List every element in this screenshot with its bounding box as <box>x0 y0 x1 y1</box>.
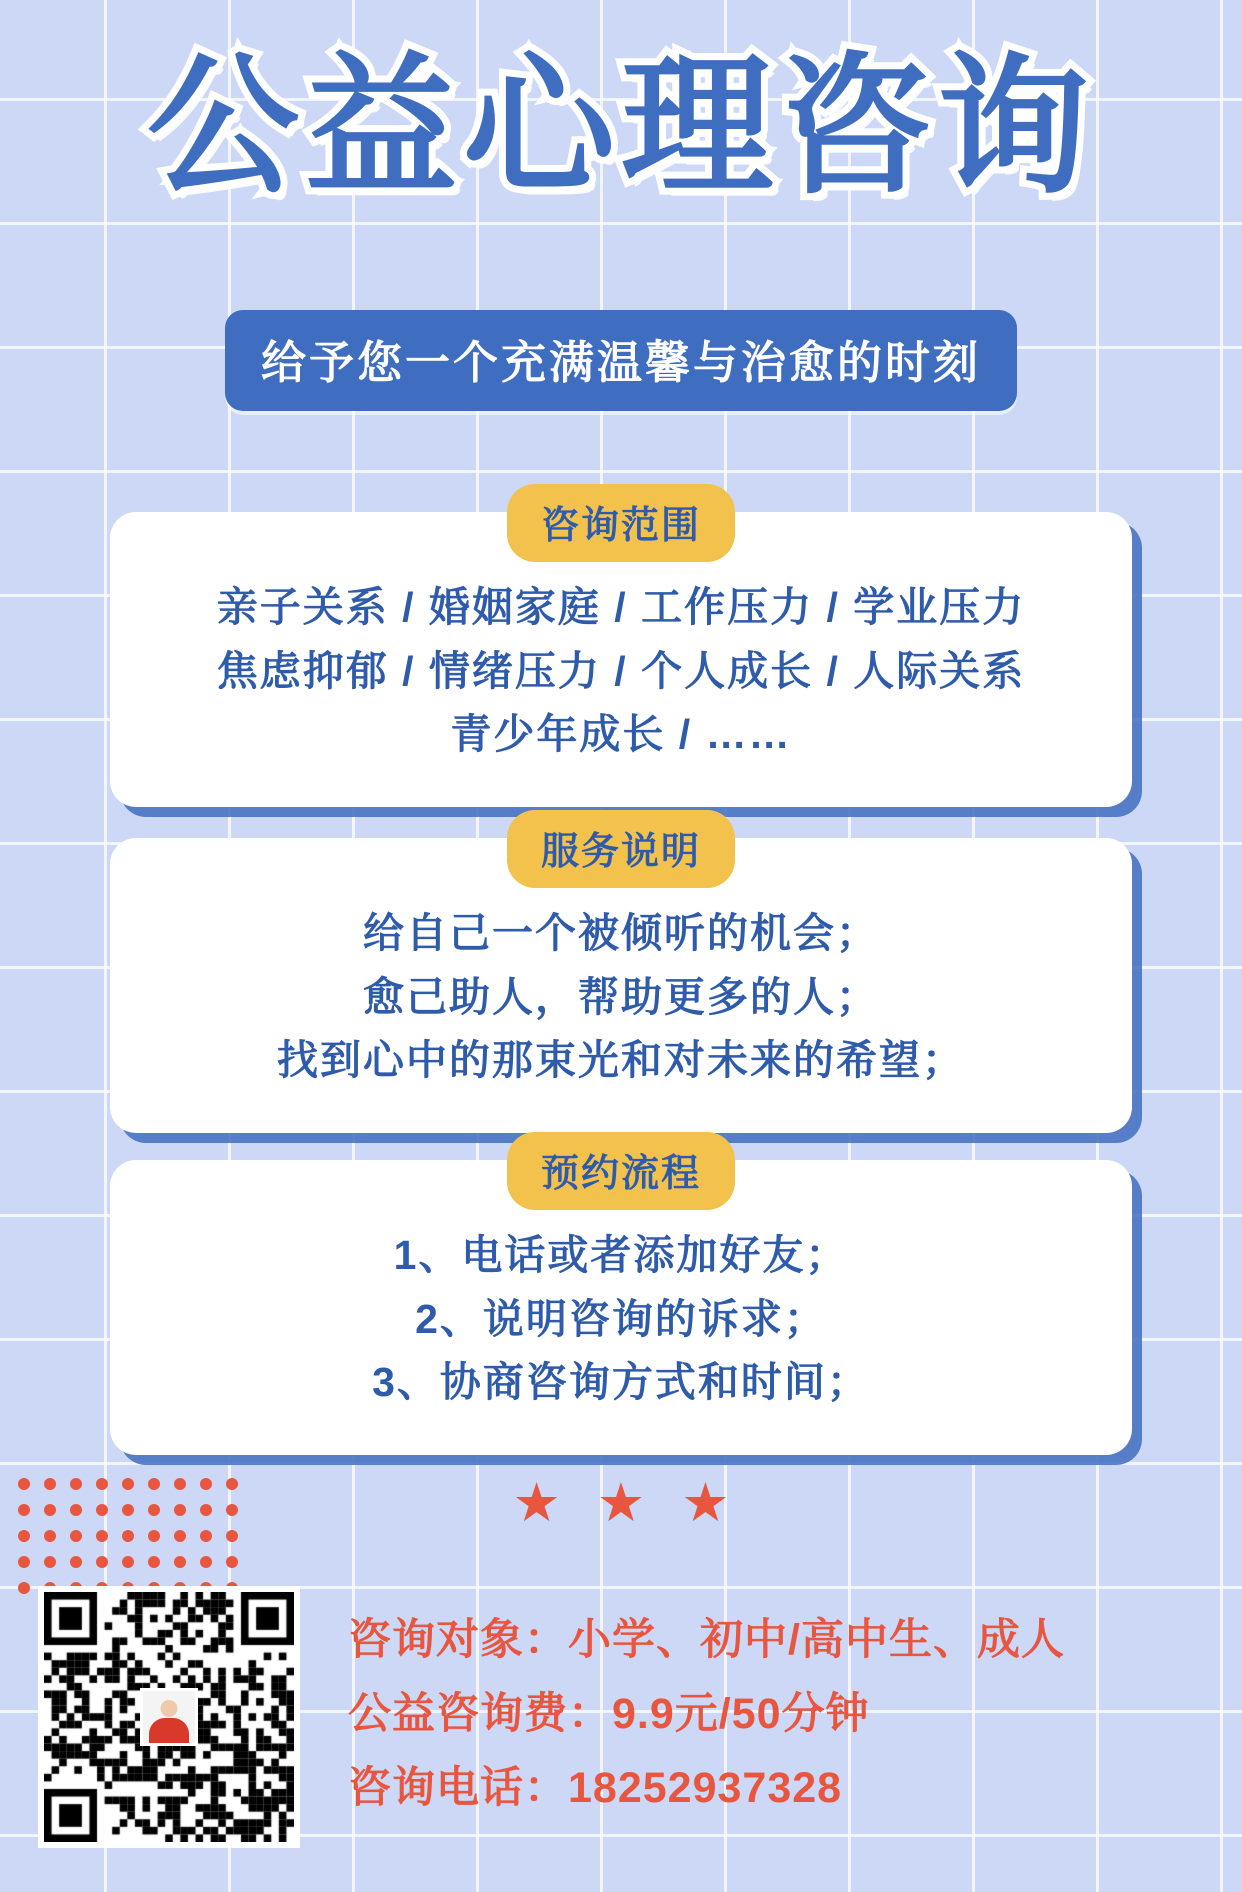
decor-dot <box>18 1530 30 1542</box>
decor-dot <box>200 1556 212 1568</box>
decor-dot <box>200 1504 212 1516</box>
star-divider <box>512 1473 730 1533</box>
decor-dot <box>174 1504 186 1516</box>
service-line-3: 找到心中的那束光和对未来的希望； <box>277 1037 965 1084</box>
star-icon: ★ <box>681 1473 730 1533</box>
section-card <box>110 1153 1132 1455</box>
decor-dot <box>174 1556 186 1568</box>
decor-dot <box>96 1478 108 1490</box>
section-consult-scope <box>110 505 1132 807</box>
subtitle-text: 给予您一个充满温馨与治愈的时刻 <box>260 337 982 388</box>
section-booking-process <box>110 1153 1132 1455</box>
decor-dot <box>70 1478 82 1490</box>
section-service-description <box>110 831 1132 1133</box>
portrait-avatar-icon <box>140 1688 198 1746</box>
service-line-1: 给自己一个被倾听的机会； <box>363 910 879 956</box>
decor-dot <box>174 1530 186 1542</box>
decor-dot <box>122 1530 134 1542</box>
decor-dot <box>122 1504 134 1516</box>
decor-dot <box>122 1556 134 1568</box>
dot-grid-decoration <box>18 1478 244 1600</box>
contact-fee: 公益咨询费：9.9元/50分钟 <box>348 1689 870 1738</box>
star-icon: ★ <box>596 1473 646 1533</box>
avatar-head <box>161 1700 178 1717</box>
decor-dot <box>148 1530 160 1542</box>
avatar-body <box>149 1718 189 1743</box>
decor-dot <box>148 1478 160 1490</box>
decor-dot <box>18 1504 30 1516</box>
decor-dot <box>18 1556 30 1568</box>
contact-phone[interactable]: 咨询电话：18252937328 <box>348 1763 843 1812</box>
decor-dot <box>18 1582 30 1594</box>
contact-audience: 咨询对象：小学、初中/高中生、成人 <box>348 1616 1065 1664</box>
qr-code[interactable] <box>38 1586 300 1848</box>
decor-dot <box>96 1530 108 1542</box>
decor-dot <box>200 1478 212 1490</box>
decor-dot <box>200 1530 212 1542</box>
decor-dot <box>174 1478 186 1490</box>
scope-line-1: 亲子关系 / 婚姻家庭 / 工作压力 / 学业压力 <box>216 584 1026 630</box>
process-step-3: 3、协商咨询方式和时间； <box>372 1359 870 1406</box>
contact-block <box>348 1604 1208 1826</box>
section-card <box>110 831 1132 1133</box>
star-icon: ★ <box>512 1473 561 1533</box>
decor-dot <box>148 1556 160 1568</box>
title-block <box>0 42 1242 212</box>
section-badge-process: 预约流程 <box>507 1132 735 1210</box>
section-card <box>110 505 1132 807</box>
process-step-1: 1、电话或者添加好友； <box>393 1232 849 1278</box>
decor-dot <box>122 1478 134 1490</box>
decor-dot <box>96 1504 108 1516</box>
decor-dot <box>148 1504 160 1516</box>
decor-dot <box>70 1556 82 1568</box>
decor-dot <box>226 1530 238 1542</box>
decor-dot <box>18 1478 30 1490</box>
decor-dot <box>226 1504 238 1516</box>
service-line-2: 愈己助人，帮助更多的人； <box>363 973 879 1020</box>
decor-dot <box>44 1530 56 1542</box>
decor-dot <box>70 1504 82 1516</box>
decor-dot <box>44 1556 56 1568</box>
page-title: 公益心理咨询 <box>147 42 1095 212</box>
scope-line-3: 青少年成长 / …… <box>450 711 792 758</box>
decor-dot <box>44 1478 56 1490</box>
scope-line-2: 焦虑抑郁 / 情绪压力 / 个人成长 / 人际关系 <box>216 647 1026 694</box>
decor-dot <box>226 1556 238 1568</box>
section-badge-scope: 咨询范围 <box>507 484 735 562</box>
decor-dot <box>226 1478 238 1490</box>
decor-dot <box>70 1530 82 1542</box>
decor-dot <box>44 1504 56 1516</box>
section-badge-service: 服务说明 <box>507 810 735 888</box>
subtitle-banner <box>225 310 1017 411</box>
process-step-2: 2、说明咨询的诉求； <box>415 1295 827 1342</box>
decor-dot <box>96 1556 108 1568</box>
